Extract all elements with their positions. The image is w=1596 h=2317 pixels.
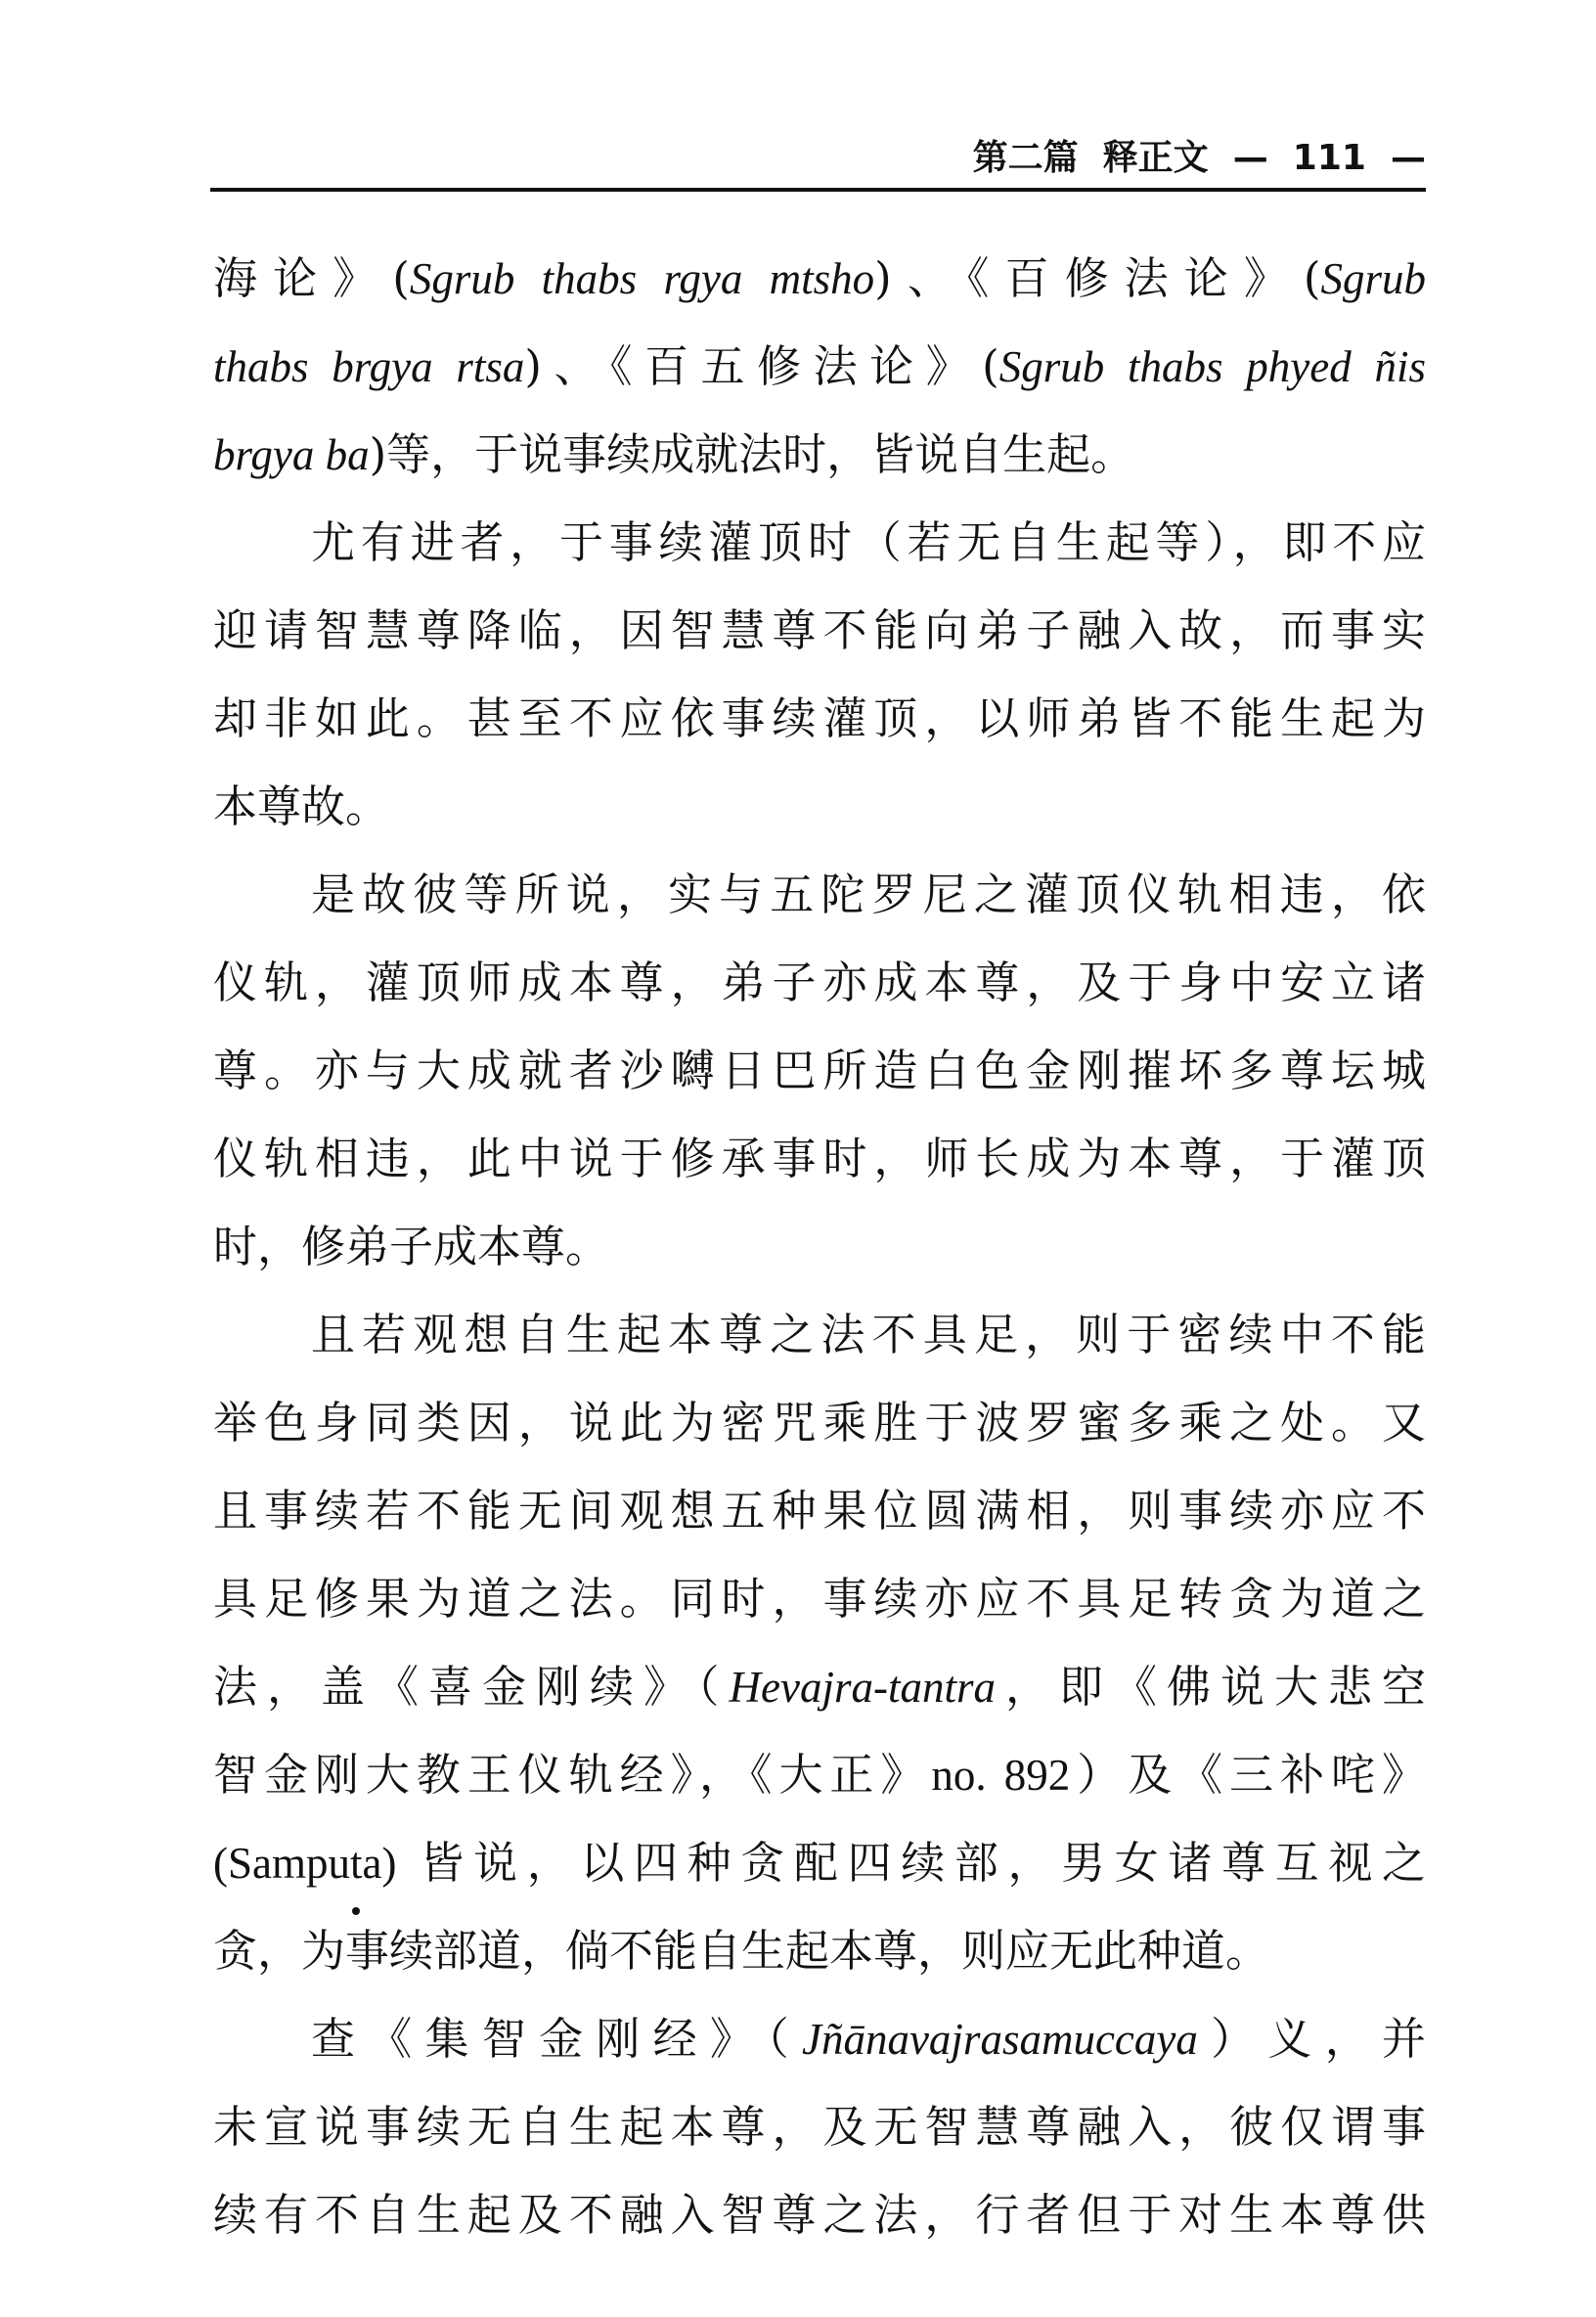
text-line-11: 仪轨相违，此中说于修承事时，师长成为本尊，于灌顶 xyxy=(213,1133,1426,1184)
text-line-20: 贪，为事续部道，倘不能自生起本尊，则应无此种道。 xyxy=(213,1925,1270,1977)
text-line-19: (Samputa) 皆说，以四种贪配四续部，男女诸尊互视之 xyxy=(213,1819,1426,1907)
text-line-13: 且若观想自生起本尊之法不具足，则于密续中不能 xyxy=(311,1309,1426,1360)
text-line-21: 查《集智金刚经》（Jñānavajrasamuccaya）义，并 xyxy=(311,2013,1426,2065)
text-line-3: brgya ba)等，于说事续成就法时，皆说自生起。 xyxy=(213,428,1135,480)
text-line-6: 却非如此。甚至不应依事续灌顶，以师弟皆不能生起为 xyxy=(213,692,1426,744)
text-line-8: 是故彼等所说，实与五陀罗尼之灌顶仪轨相违，依 xyxy=(311,869,1426,920)
running-header xyxy=(210,137,1426,192)
text-line-5: 迎请智慧尊降临，因智慧尊不能向弟子融入故，而事实 xyxy=(213,604,1426,656)
text-line-7: 本尊故。 xyxy=(213,780,390,832)
text-line-1: 海论》(Sgrub thabs rgya mtsho)、《百修法论》(Sgrub xyxy=(213,252,1426,304)
text-line-14: 举色身同类因，说此为密咒乘胜于波罗蜜多乘之处。又 xyxy=(213,1397,1426,1448)
text-line-4: 尤有进者，于事续灌顶时（若无自生起等），即不应 xyxy=(311,516,1426,568)
body-text xyxy=(213,235,1426,2259)
text-line-2: thabs brgya rtsa)、《百五修法论》(Sgrub thabs phyed ñis xyxy=(213,340,1426,392)
text-line-22: 未宣说事续无自生起本尊，及无智慧尊融入，彼仅谓事 xyxy=(213,2101,1426,2153)
text-line-9: 仪轨，灌顶师成本尊，弟子亦成本尊，及于身中安立诸 xyxy=(213,957,1426,1008)
text-line-17: 法，盖《喜金刚续》（Hevajra-tantra，即《佛说大悲空 xyxy=(213,1661,1426,1713)
text-line-18: 智金刚大教王仪轨经》，《大正》no. 892）及《三补咤》 xyxy=(213,1749,1426,1801)
text-line-16: 具足修果为道之法。同时，事续亦应不具足转贪为道之 xyxy=(213,1573,1426,1625)
running-title: 第二篇 释正文 — 111 — xyxy=(972,138,1426,178)
text-line-12: 时，修弟子成本尊。 xyxy=(213,1221,610,1272)
text-line-10: 尊。亦与大成就者沙嚩日巴所造白色金刚摧坏多尊坛城 xyxy=(213,1045,1426,1096)
text-line-15: 且事续若不能无间观想五种果位圆满相，则事续亦应不 xyxy=(213,1485,1426,1537)
text-line-23: 续有不自生起及不融入智尊之法，行者但于对生本尊供 xyxy=(213,2189,1426,2241)
